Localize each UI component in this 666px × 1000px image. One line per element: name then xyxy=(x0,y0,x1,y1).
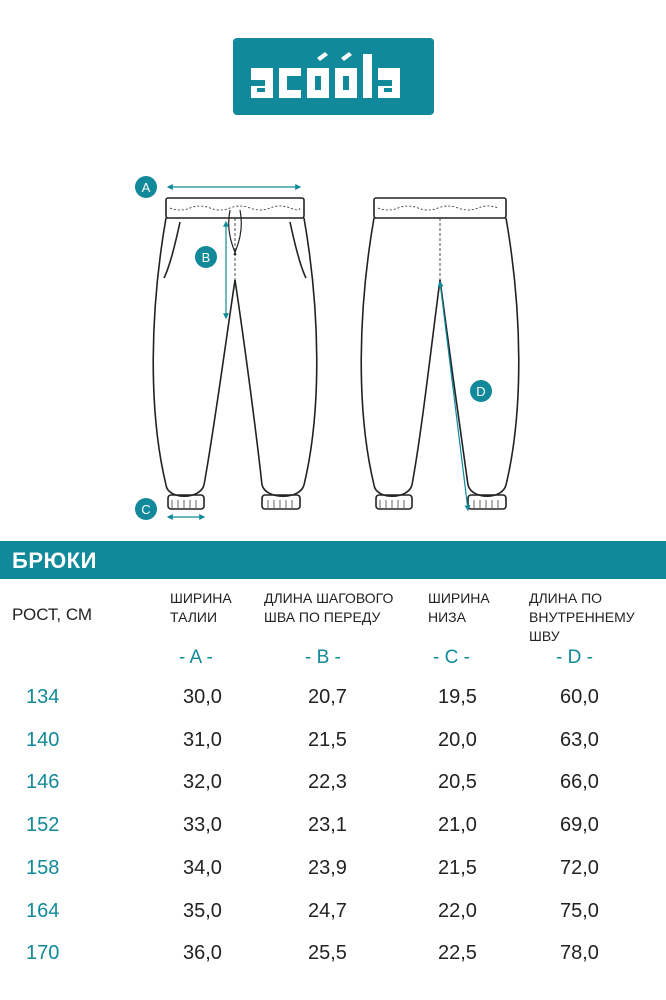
logo-wordmark xyxy=(233,38,434,115)
waist-width-cell: 35,0 xyxy=(183,900,222,922)
column-header-c xyxy=(428,589,490,627)
column-letter-b: - B - xyxy=(305,647,341,668)
waist-width-cell: 32,0 xyxy=(183,771,222,793)
table-row xyxy=(0,942,666,972)
row-header-label: РОСТ, СМ xyxy=(12,605,93,624)
front-rise-cell: 22,3 xyxy=(308,771,347,793)
svg-text:C: C xyxy=(141,502,151,517)
inseam-length-cell: 75,0 xyxy=(560,900,599,922)
hem-width-cell: 22,0 xyxy=(438,900,477,922)
svg-text:D: D xyxy=(476,384,486,399)
front-rise-cell: 23,1 xyxy=(308,814,347,836)
table-row xyxy=(0,900,666,930)
height-cell: 158 xyxy=(26,857,60,879)
hem-width-cell: 20,0 xyxy=(438,729,477,751)
measure-d-arrow xyxy=(440,282,468,510)
marker-c xyxy=(135,498,157,520)
column-letter-d: - D - xyxy=(556,647,593,668)
section-title: БРЮКИ xyxy=(12,548,97,573)
hem-width-cell: 21,5 xyxy=(438,857,477,879)
column-header-c-line2: НИЗА xyxy=(428,609,466,625)
height-cell: 164 xyxy=(26,900,60,922)
table-row xyxy=(0,729,666,759)
column-header-a-line2: ТАЛИИ xyxy=(170,609,218,625)
height-cell: 146 xyxy=(26,771,60,793)
waist-width-cell: 33,0 xyxy=(183,814,222,836)
inseam-length-cell: 78,0 xyxy=(560,942,599,964)
marker-b xyxy=(195,246,217,268)
front-view-pants xyxy=(153,198,317,509)
section-banner xyxy=(0,541,666,579)
inseam-length-cell: 66,0 xyxy=(560,771,599,793)
table-row xyxy=(0,771,666,801)
back-view-pants xyxy=(361,198,519,509)
hem-width-cell: 22,5 xyxy=(438,942,477,964)
column-header-b-line1: ДЛИНА ШАГОВОГО xyxy=(264,590,394,606)
front-rise-cell: 21,5 xyxy=(308,729,347,751)
svg-text:B: B xyxy=(201,250,211,265)
hem-width-cell: 20,5 xyxy=(438,771,477,793)
waist-width-cell: 36,0 xyxy=(183,942,222,964)
front-rise-cell: 23,9 xyxy=(308,857,347,879)
column-header-a-line1: ШИРИНА xyxy=(170,590,232,606)
marker-d xyxy=(470,380,492,402)
column-header-d-line1: ДЛИНА ПО xyxy=(529,590,603,606)
inseam-length-cell: 63,0 xyxy=(560,729,599,751)
column-header-b-line2: ШВА ПО ПЕРЕДУ xyxy=(264,609,381,625)
inseam-length-cell: 69,0 xyxy=(560,814,599,836)
svg-text:A: A xyxy=(141,180,151,195)
column-letter-a: - A - xyxy=(179,647,213,668)
column-header-c-line1: ШИРИНА xyxy=(428,590,490,606)
inseam-length-cell: 72,0 xyxy=(560,857,599,879)
brand-logo xyxy=(233,38,434,115)
hem-width-cell: 19,5 xyxy=(438,686,477,708)
front-rise-cell: 25,5 xyxy=(308,942,347,964)
pants-technical-drawing xyxy=(0,160,666,530)
front-rise-cell: 24,7 xyxy=(308,900,347,922)
waist-width-cell: 30,0 xyxy=(183,686,222,708)
height-cell: 170 xyxy=(26,942,60,964)
table-row xyxy=(0,686,666,716)
height-cell: 152 xyxy=(26,814,60,836)
inseam-length-cell: 60,0 xyxy=(560,686,599,708)
front-rise-cell: 20,7 xyxy=(308,686,347,708)
column-letter-c: - C - xyxy=(433,647,470,668)
column-header-a xyxy=(170,589,232,627)
waist-width-cell: 31,0 xyxy=(183,729,222,751)
height-cell: 134 xyxy=(26,686,60,708)
column-header-b xyxy=(264,589,393,627)
height-cell: 140 xyxy=(26,729,60,751)
table-row xyxy=(0,857,666,887)
marker-a xyxy=(135,176,157,198)
table-row xyxy=(0,814,666,844)
hem-width-cell: 21,0 xyxy=(438,814,477,836)
column-header-d-line2: ВНУТРЕННЕМУ ШВУ xyxy=(529,609,635,644)
waist-width-cell: 34,0 xyxy=(183,857,222,879)
column-header-d xyxy=(529,589,666,646)
